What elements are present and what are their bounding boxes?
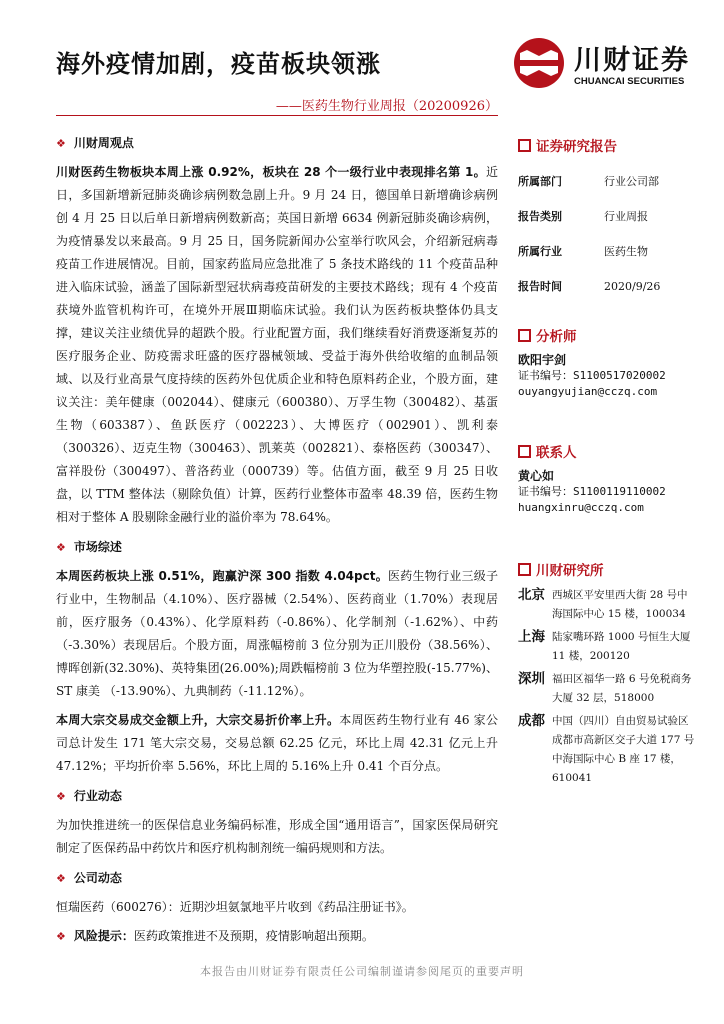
market-lead-2: 本周大宗交易成交金额上升，大宗交易折价率上升。 xyxy=(56,713,340,727)
logo-mark-icon xyxy=(512,36,566,90)
main-column xyxy=(56,131,498,954)
market-lead-1: 本周医药板块上涨 0.51%，跑赢沪深 300 指数 4.04pct。 xyxy=(56,569,388,583)
info-row-report-type: 报告类别 行业周报 xyxy=(518,210,648,223)
diamond-bullet-icon: ❖ xyxy=(56,790,66,803)
info-row-report-date: 报告时间 2020/9/26 xyxy=(518,280,661,293)
analyst-name: 欧阳宇剑 xyxy=(518,353,567,367)
office-chengdu: 成都 中国（四川）自由贸易试验区成都市高新区交子大道 177 号中海国际中心 B 座 17 楼，610041 xyxy=(518,713,695,784)
page-title: 海外疫情加剧，疫苗板块领涨 xyxy=(56,50,381,78)
contact-email[interactable]: huangxinru@cczq.com xyxy=(518,501,644,514)
market-body-2: 本周医药生物行业有 46 家公司总计发生 171 笔大宗交易，交易总额 62.25 亿元，环比上周 42.31 亿元上升 47.12%；平均折价率 5.56%，环比上周的 5.16%上升 0.41 个百分点。 xyxy=(56,713,498,773)
view-paragraph xyxy=(56,161,498,529)
view-body: 近日，多国新增新冠肺炎确诊病例数急剧上升。9 月 24 日，德国单日新增确诊病例创 4 月 25 日以后单日新增病例数新高；英国日新增 6634 例新冠肺炎确诊病例，为疫情暴发以来最高。9 月 25 日，国务院新闻办公室举行吹风会，介绍新冠病毒疫苗工作进展情况。目前，国家药监局应急批准了 5 条技术路线的 11 个疫苗品种进入临床试验，涵盖了国际新型冠状病毒疫苗研发的主要技术路线；现有 4 个疫苗获境外监管机构许可，在境外开展Ⅲ期临床试验。我们认为医药板块整体仍具支撑，建议关注业绩优异的超跌个股。行业配置方面，我们继续看好消费逐渐复苏的医疗服务企业、防疫需求旺盛的医疗器械领域、受益于海外供给收缩的血制品领域、以及行业高景气度持续的医药外包优质企业和特色原料药企业，个股方面，建议关注：美年健康（002044）、健康元（600380）、万孚生物（300482）、基蛋生物（603387）、鱼跃医疗（002223）、大博医疗（002901）、凯利泰（300326）、迈克生物（300463）、凯莱英（002821）、泰格医药（300347）、富祥股份（300497）、普洛药业（000739）等。估值方面，截至 9 月 25 日收盘，以 TTM 整体法（剔除负值）计算，医药行业整体市盈率 48.39 倍，医药生物相对于整体 A 股剔除金融行业的溢价率为 78.64%。 xyxy=(56,165,498,524)
market-paragraph-2 xyxy=(56,709,498,778)
section-company-heading: ❖ 公司动态 xyxy=(56,871,122,885)
footer-disclaimer: 本报告由川财证券有限责任公司编制谨请参阅尾页的重要声明 xyxy=(200,965,524,978)
analyst-heading: 分析师 xyxy=(518,326,698,348)
office-shanghai: 上海 陆家嘴环路 1000 号恒生大厦 11 楼，200120 xyxy=(518,629,691,662)
section-market-heading: ❖ 市场综述 xyxy=(56,540,122,554)
contact-heading: 联系人 xyxy=(518,442,698,464)
logo-name: 川财证券 xyxy=(574,45,690,76)
analyst-email[interactable]: ouyangyujian@cczq.com xyxy=(518,385,658,398)
industry-paragraph: 为加快推进统一的医保信息业务编码标准，形成全国“通用语言”，国家医保局研究制定了医保药品中药饮片和医疗机构制剂统一编码规则和方法。 xyxy=(56,818,498,855)
contact-cert: 证书编号：S1100119110002 xyxy=(518,485,666,498)
section-industry-heading: ❖ 行业动态 xyxy=(56,789,122,803)
risk-paragraph xyxy=(56,925,498,948)
info-row-industry: 所属行业 医药生物 xyxy=(518,245,648,258)
office-beijing: 北京 西城区平安里西大街 28 号中海国际中心 15 楼，100034 xyxy=(518,587,688,620)
square-bullet-icon xyxy=(518,445,531,458)
square-bullet-icon xyxy=(518,329,531,342)
institute-heading: 川财研究所 xyxy=(518,560,698,582)
diamond-bullet-icon: ❖ xyxy=(56,872,66,885)
risk-body: 医药政策推进不及预期，疫情影响超出预期。 xyxy=(133,929,374,943)
market-body-1: 医药生物行业三级子行业中，生物制品（4.10%）、医疗器械（2.54%）、医药商业（1.70%）表现居前，医疗服务（0.43%）、化学原料药（-0.86%）、化学制剂（-1.62%）、中药（-3.30%）表现居后。个股方面，周涨幅榜前 3 位分别为正川股份（38.56%）、博晖创新(32.30%)、英特集团(26.00%);周跌幅榜前 3 位为华塑控股(-15.77%)、ST 康美 （-13.90%）、九典制药（-11.12%）。 xyxy=(56,569,498,698)
diamond-bullet-icon: ❖ xyxy=(56,137,66,150)
contact-name: 黄心如 xyxy=(518,469,555,483)
report-subtitle: ——医药生物行业周报（20200926） xyxy=(275,99,498,114)
company-logo xyxy=(512,36,702,96)
sidebar xyxy=(518,136,698,788)
risk-label: 风险提示： xyxy=(73,929,134,943)
section-view-heading: ❖ 川财周观点 xyxy=(56,136,134,150)
info-row-department: 所属部门 行业公司部 xyxy=(518,175,659,188)
report-heading: 证券研究报告 xyxy=(518,136,698,158)
office-shenzhen: 深圳 福田区福华一路 6 号免税商务大厦 32 层，518000 xyxy=(518,671,692,704)
diamond-bullet-icon: ❖ xyxy=(56,541,66,554)
analyst-cert: 证书编号：S1100517020002 xyxy=(518,369,666,382)
diamond-bullet-icon: ❖ xyxy=(56,930,66,943)
logo-english-name: CHUANCAI SECURITIES xyxy=(574,76,685,87)
company-paragraph: 恒瑞医药（600276）：近期沙坦氨氯地平片收到《药品注册证书》。 xyxy=(56,900,414,914)
view-lead: 川财医药生物板块本周上涨 0.92%，板块在 28 个一级行业中表现排名第 1。 xyxy=(56,165,486,179)
square-bullet-icon xyxy=(518,563,531,576)
square-bullet-icon xyxy=(518,139,531,152)
market-paragraph-1 xyxy=(56,565,498,703)
header-rule xyxy=(56,115,498,116)
